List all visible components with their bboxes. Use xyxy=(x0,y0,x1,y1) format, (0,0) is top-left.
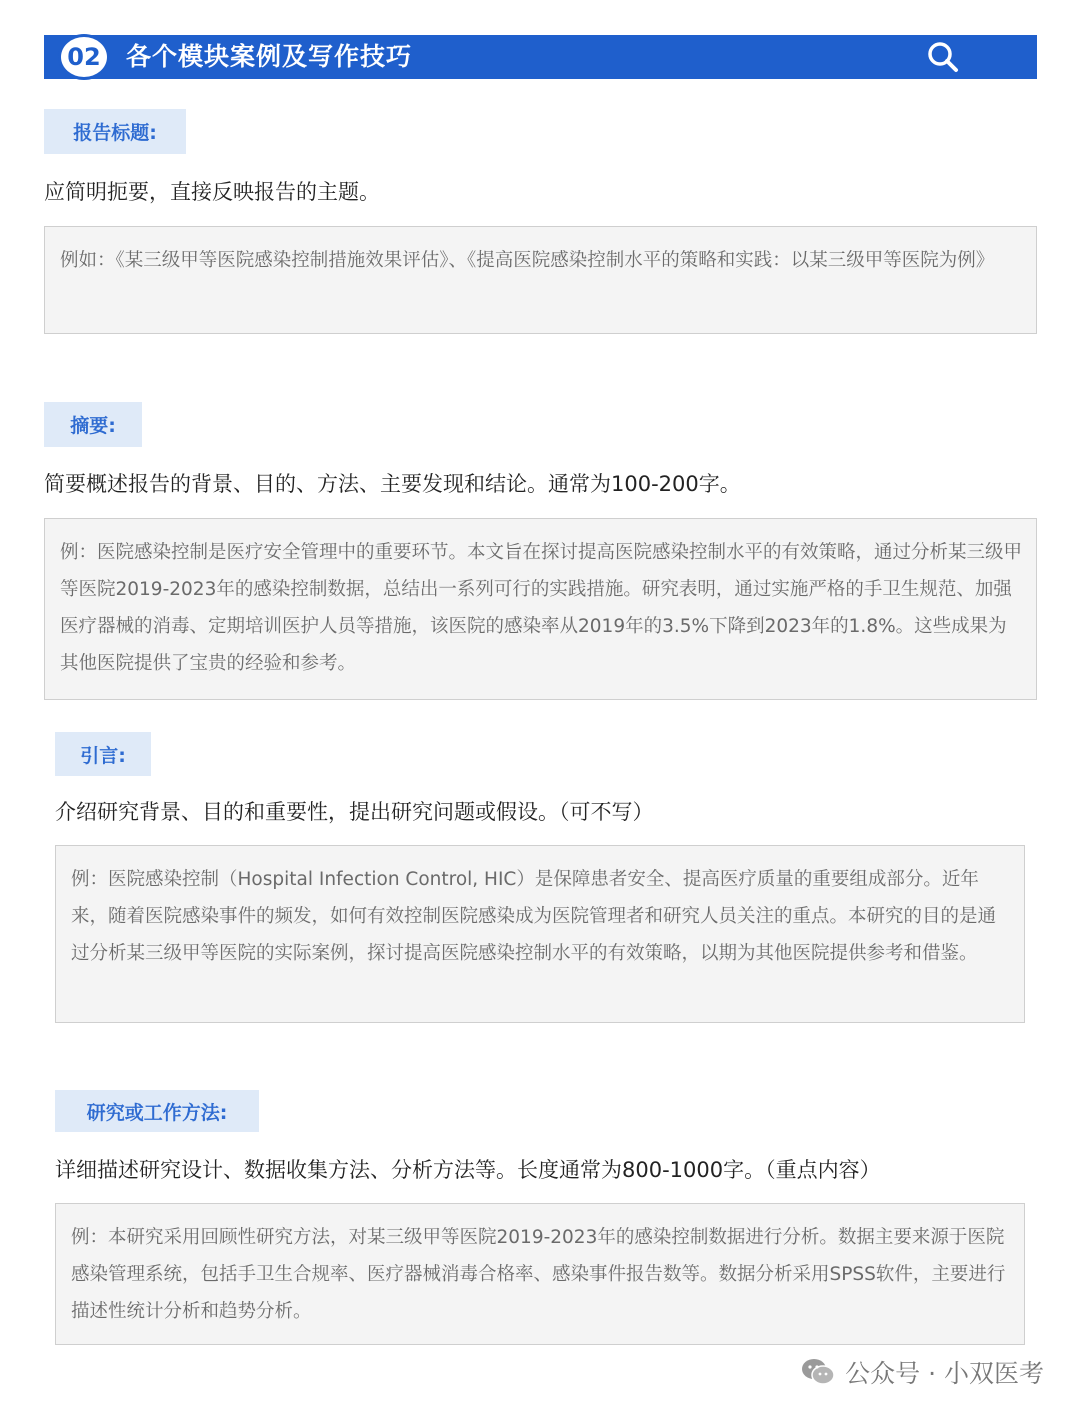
description-methods: 详细描述研究设计、数据收集方法、分析方法等。长度通常为800-1000字。（重点内容） xyxy=(55,1158,881,1182)
label-report-title: 报告标题: xyxy=(44,109,186,154)
example-box-introduction: 例：医院感染控制（Hospital Infection Control, HIC）是保障患者安全、提高医疗质量的重要组成部分。近年来，随着医院感染事件的频发，如何有效控制医院感染成为医院管理者和研究人员关注的重点。本研究的目的是通过分析某三级甲等医院的实际案例，探讨提高医院感染控制水平的有效策略，以期为其他医院提供参考和借鉴。 xyxy=(55,845,1025,1023)
example-box-methods: 例：本研究采用回顾性研究方法，对某三级甲等医院2019-2023年的感染控制数据进行分析。数据主要来源于医院感染管理系统，包括手卫生合规率、医疗器械消毒合格率、感染事件报告数等。数据分析采用SPSS软件，主要进行描述性统计分析和趋势分析。 xyxy=(55,1203,1025,1345)
section-number-badge: 02 xyxy=(58,34,110,80)
section-header-title: 各个模块案例及写作技巧 xyxy=(126,42,413,71)
watermark xyxy=(801,1352,1044,1392)
description-introduction: 介绍研究背景、目的和重要性，提出研究问题或假设。（可不写） xyxy=(55,800,654,824)
description-abstract: 简要概述报告的背景、目的、方法、主要发现和结论。通常为100-200字。 xyxy=(44,472,741,496)
section-header-bar xyxy=(44,35,1037,79)
label-introduction: 引言: xyxy=(55,732,151,776)
description-report-title: 应简明扼要，直接反映报告的主题。 xyxy=(44,180,380,204)
watermark-text: 公众号 · 小双医考 xyxy=(845,1359,1044,1388)
example-box-report-title: 例如：《某三级甲等医院感染控制措施效果评估》、《提高医院感染控制水平的策略和实践：以某三级甲等医院为例》 xyxy=(44,226,1037,334)
label-methods: 研究或工作方法: xyxy=(55,1090,259,1132)
search-icon[interactable] xyxy=(925,39,961,75)
label-abstract: 摘要: xyxy=(44,402,142,447)
wechat-icon xyxy=(801,1357,835,1387)
example-box-abstract: 例：医院感染控制是医疗安全管理中的重要环节。本文旨在探讨提高医院感染控制水平的有效策略，通过分析某三级甲等医院2019-2023年的感染控制数据，总结出一系列可行的实践措施。研究表明，通过实施严格的手卫生规范、加强医疗器械的消毒、定期培训医护人员等措施，该医院的感染率从2019年的3.5%下降到2023年的1.8%。这些成果为其他医院提供了宝贵的经验和参考。 xyxy=(44,518,1037,700)
